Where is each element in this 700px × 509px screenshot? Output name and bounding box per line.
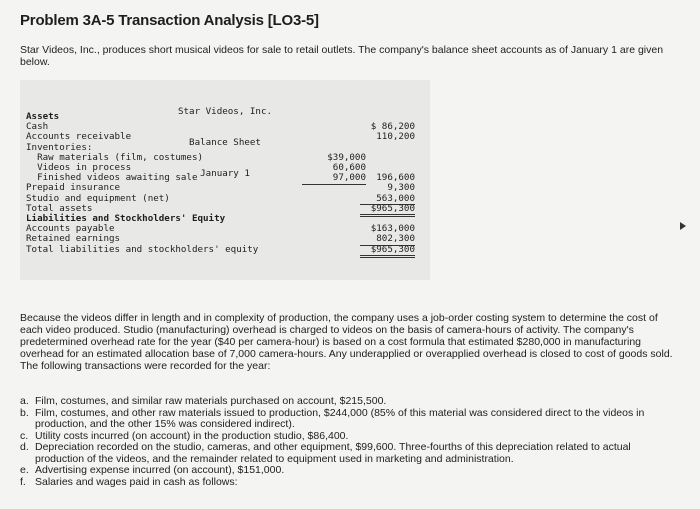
balance-sheet <box>20 80 430 280</box>
item-text: Film, costumes, and similar raw materials purchased on account, $215,500. <box>35 395 387 407</box>
sheet-row-label: Assets <box>26 111 60 122</box>
pointer-icon <box>680 222 686 230</box>
transaction-list <box>20 396 680 488</box>
sheet-row-subtotal: 97,000 <box>302 173 366 184</box>
sheet-row-subtotal: 60,600 <box>332 162 366 173</box>
body-paragraph: Because the videos differ in length and in complexity of production, the company uses a job-order costing system to determine the cost of each video produced. Studio (manufacturing) overhead is charged to videos on the basis of camera-hours of activity. The company's predetermined overhead rate for the year ($40 per camera-hour) is based on a cost formula that estimated $280,000 in manufacturing overhead for an estimated allocation base of 7,000 camera-hours. Any underapplied or overapplied overhead is closed to cost of goods sold. The following transactions were recorded for the year: <box>20 312 673 372</box>
sheet-row-label: Accounts payable <box>26 223 115 235</box>
transaction-item <box>20 477 680 489</box>
sheet-row-amount: $163,000 <box>370 223 415 235</box>
company-name: Star Videos, Inc. <box>177 105 273 117</box>
sheet-row-label: Cash <box>26 121 49 133</box>
sheet-row-amount: $ 86,200 <box>370 121 415 133</box>
sheet-row-label: Accounts receivable <box>26 131 132 143</box>
item-marker: e. <box>20 464 29 476</box>
sheet-row-label: Finished videos awaiting sale <box>26 172 198 184</box>
transaction-item <box>20 408 680 431</box>
item-marker: a. <box>20 395 29 407</box>
sheet-row-amount: 110,200 <box>376 131 415 143</box>
item-text: Depreciation recorded on the studio, cameras, and other equipment, $99,600. Three-fourths of this depreciation related to actual production of the videos, and the remainder related to equipment used in marketing and administration. <box>35 441 631 465</box>
statement-date: January 1 <box>200 168 250 180</box>
transaction-item <box>20 442 680 465</box>
item-marker: b. <box>20 406 29 419</box>
sheet-row-label: Studio and equipment (net) <box>26 192 170 204</box>
sheet-row-label: Inventories: <box>26 141 93 153</box>
sheet-row-amount: 196,600 <box>376 172 415 184</box>
sheet-row-label: Retained earnings <box>26 233 121 245</box>
intro-text: Star Videos, Inc., produces short musical videos for sale to retail outlets. The company's balance sheet accounts as of January 1 are given below. <box>20 44 664 68</box>
item-text: Film, costumes, and other raw materials issued to production, $244,000 (85% of this material was considered direct to the videos in production, and the other 15% was considered indirect). <box>35 406 645 430</box>
item-text: Utility costs incurred (on account) in the production studio, $86,400. <box>35 429 349 442</box>
sheet-row-amount: $965,300 <box>360 245 415 258</box>
problem-title: Problem 3A-5 Transaction Analysis [LO3-5] <box>20 12 319 29</box>
sheet-row-subtotal: $39,000 <box>327 151 366 163</box>
item-text: Advertising expense incurred (on account), $151,000. <box>35 464 285 476</box>
item-marker: d. <box>20 441 29 453</box>
statement-name: Balance Sheet <box>189 137 261 149</box>
sheet-row-label: Total assets <box>26 202 93 214</box>
item-text: Salaries and wages paid in cash as follows: <box>35 475 238 488</box>
sheet-row-amount: 9,300 <box>387 182 415 194</box>
sheet-row-label: Liabilities and Stockholders' Equity <box>26 213 226 224</box>
sheet-row-label: Videos in process <box>26 162 132 173</box>
sheet-row-amount: $965,300 <box>360 204 415 217</box>
item-marker: c. <box>20 429 29 442</box>
sheet-row-amount: 802,300 <box>360 234 415 245</box>
sheet-row-label: Total liabilities and stockholders' equity <box>26 243 259 255</box>
item-marker: f. <box>20 475 26 488</box>
sheet-row-amount: 563,000 <box>360 194 415 205</box>
sheet-row-label: Prepaid insurance <box>26 182 121 194</box>
sheet-row-label: Raw materials (film, costumes) <box>26 151 204 163</box>
